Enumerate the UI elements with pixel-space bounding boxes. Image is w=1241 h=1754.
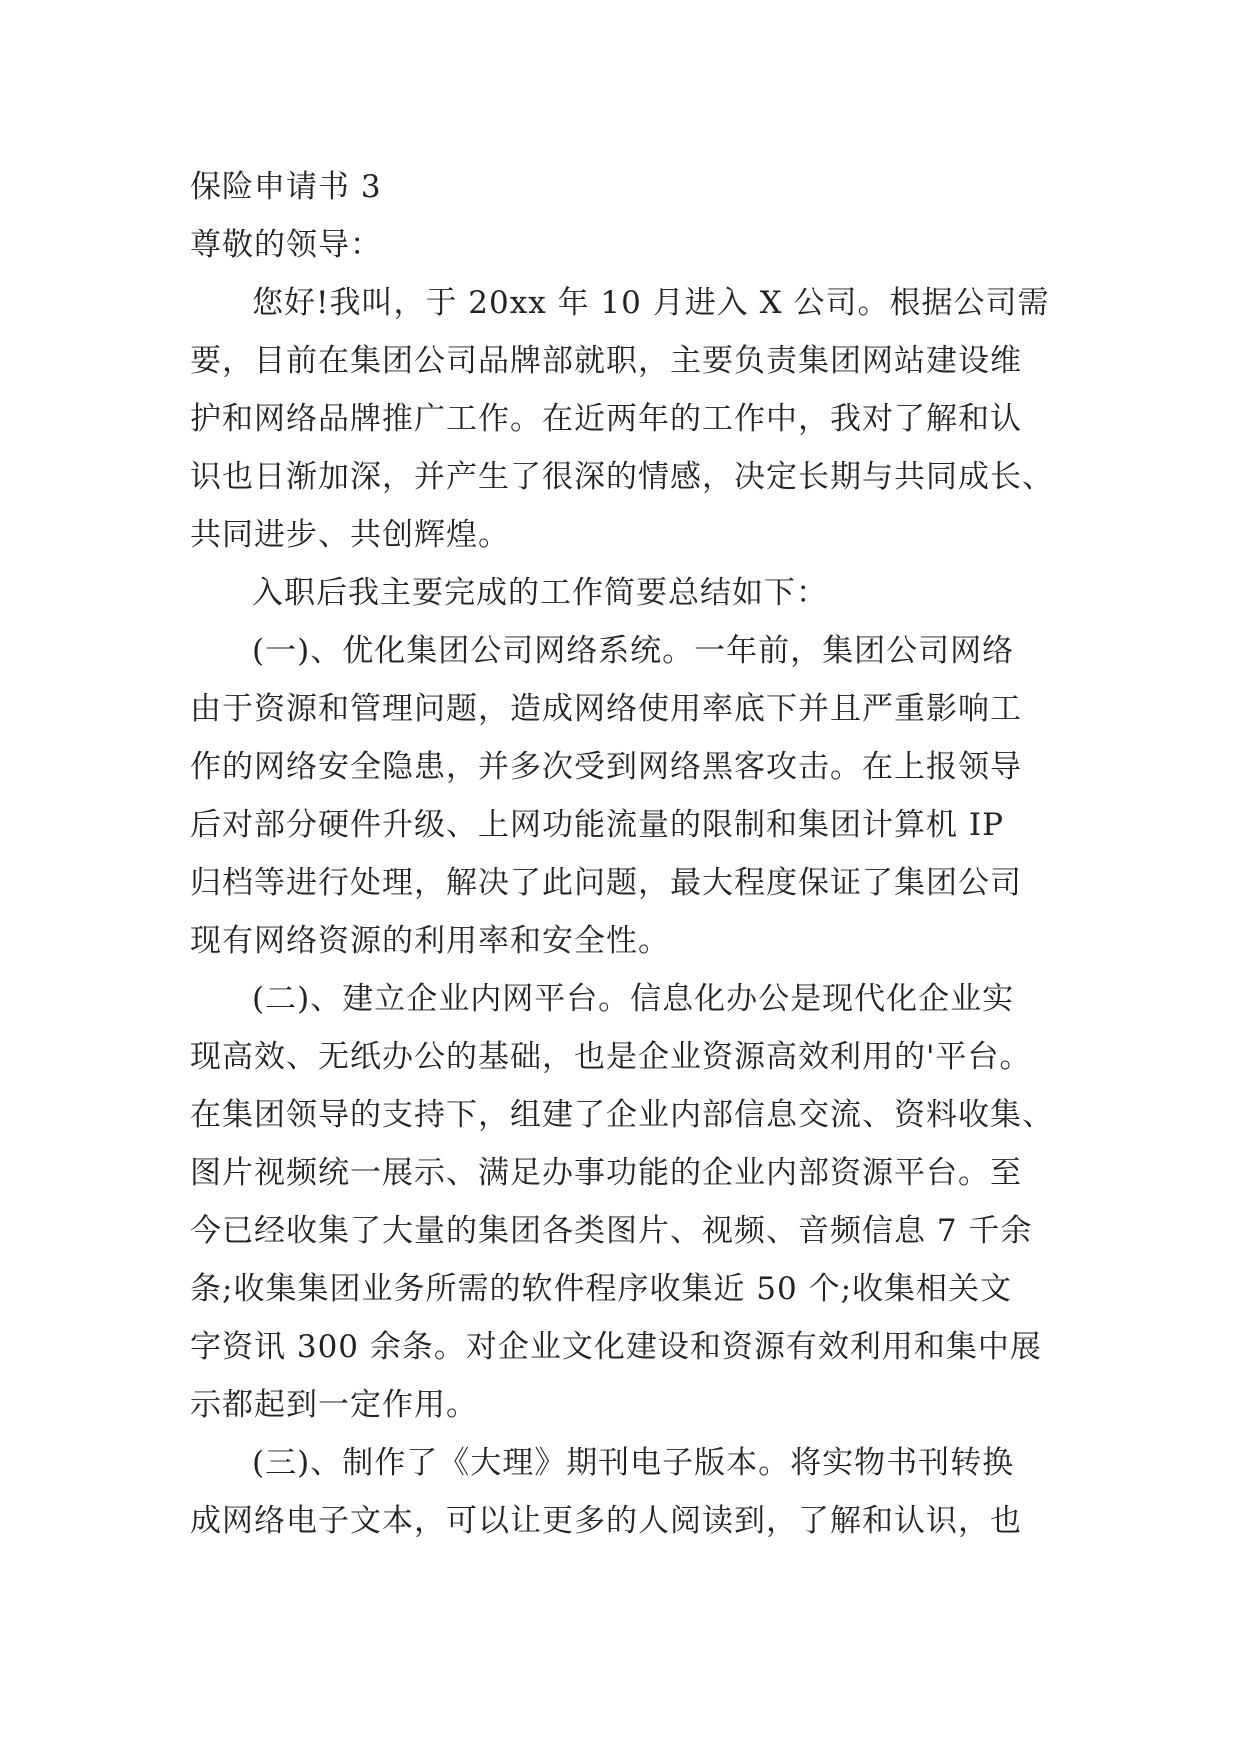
paragraph-line: 由于资源和管理问题，造成网络使用率底下并且严重影响工 [190, 691, 1022, 727]
paragraph-line: 成网络电子文本，可以让更多的人阅读到，了解和认识，也 [190, 1503, 1022, 1539]
paragraph-line: 今已经收集了大量的集团各类图片、视频、音频信息 7 千余 [190, 1213, 1033, 1249]
paragraph-line: 图片视频统一展示、满足办事功能的企业内部资源平台。至 [190, 1155, 1022, 1191]
paragraph-line: 入职后我主要完成的工作简要总结如下： [252, 575, 828, 611]
paragraph-line: (一)、优化集团公司网络系统。一年前，集团公司网络 [252, 633, 1015, 669]
paragraph-line: 您好!我叫，于 20xx 年 10 月进入 X 公司。根据公司需 [252, 285, 1050, 321]
paragraph-line: 示都起到一定作用。 [190, 1387, 478, 1423]
paragraph-line: 共同进步、共创辉煌。 [190, 517, 510, 553]
paragraph-line: 条;收集集团业务所需的软件程序收集近 50 个;收集相关文 [190, 1271, 1013, 1307]
paragraph-line: 识也日渐加深，并产生了很深的情感，决定长期与共同成长、 [190, 459, 1054, 495]
paragraph-line: 作的网络安全隐患，并多次受到网络黑客攻击。在上报领导 [190, 749, 1022, 785]
document-title: 保险申请书 3 [190, 169, 382, 205]
paragraph-line: 字资讯 300 余条。对企业文化建设和资源有效利用和集中展 [190, 1329, 1042, 1365]
paragraph-line: 后对部分硬件升级、上网功能流量的限制和集团计算机 IP [190, 807, 1004, 843]
paragraph-line: 现高效、无纸办公的基础，也是企业资源高效利用的'平台。 [190, 1039, 1032, 1075]
paragraph-line: (三)、制作了《大理》期刊电子版本。将实物书刊转换 [252, 1445, 1015, 1481]
salutation: 尊敬的领导： [190, 227, 382, 263]
paragraph-line: 现有网络资源的利用率和安全性。 [190, 923, 670, 959]
paragraph-line: 要，目前在集团公司品牌部就职，主要负责集团网站建设维 [190, 343, 1022, 379]
paragraph-line: 归档等进行处理，解决了此问题，最大程度保证了集团公司 [190, 865, 1022, 901]
paragraph-line: 护和网络品牌推广工作。在近两年的工作中，我对了解和认 [190, 401, 1022, 437]
paragraph-line: (二)、建立企业内网平台。信息化办公是现代化企业实 [252, 981, 1015, 1017]
document-body [190, 158, 1070, 1550]
paragraph-line: 在集团领导的支持下，组建了企业内部信息交流、资料收集、 [190, 1097, 1054, 1133]
